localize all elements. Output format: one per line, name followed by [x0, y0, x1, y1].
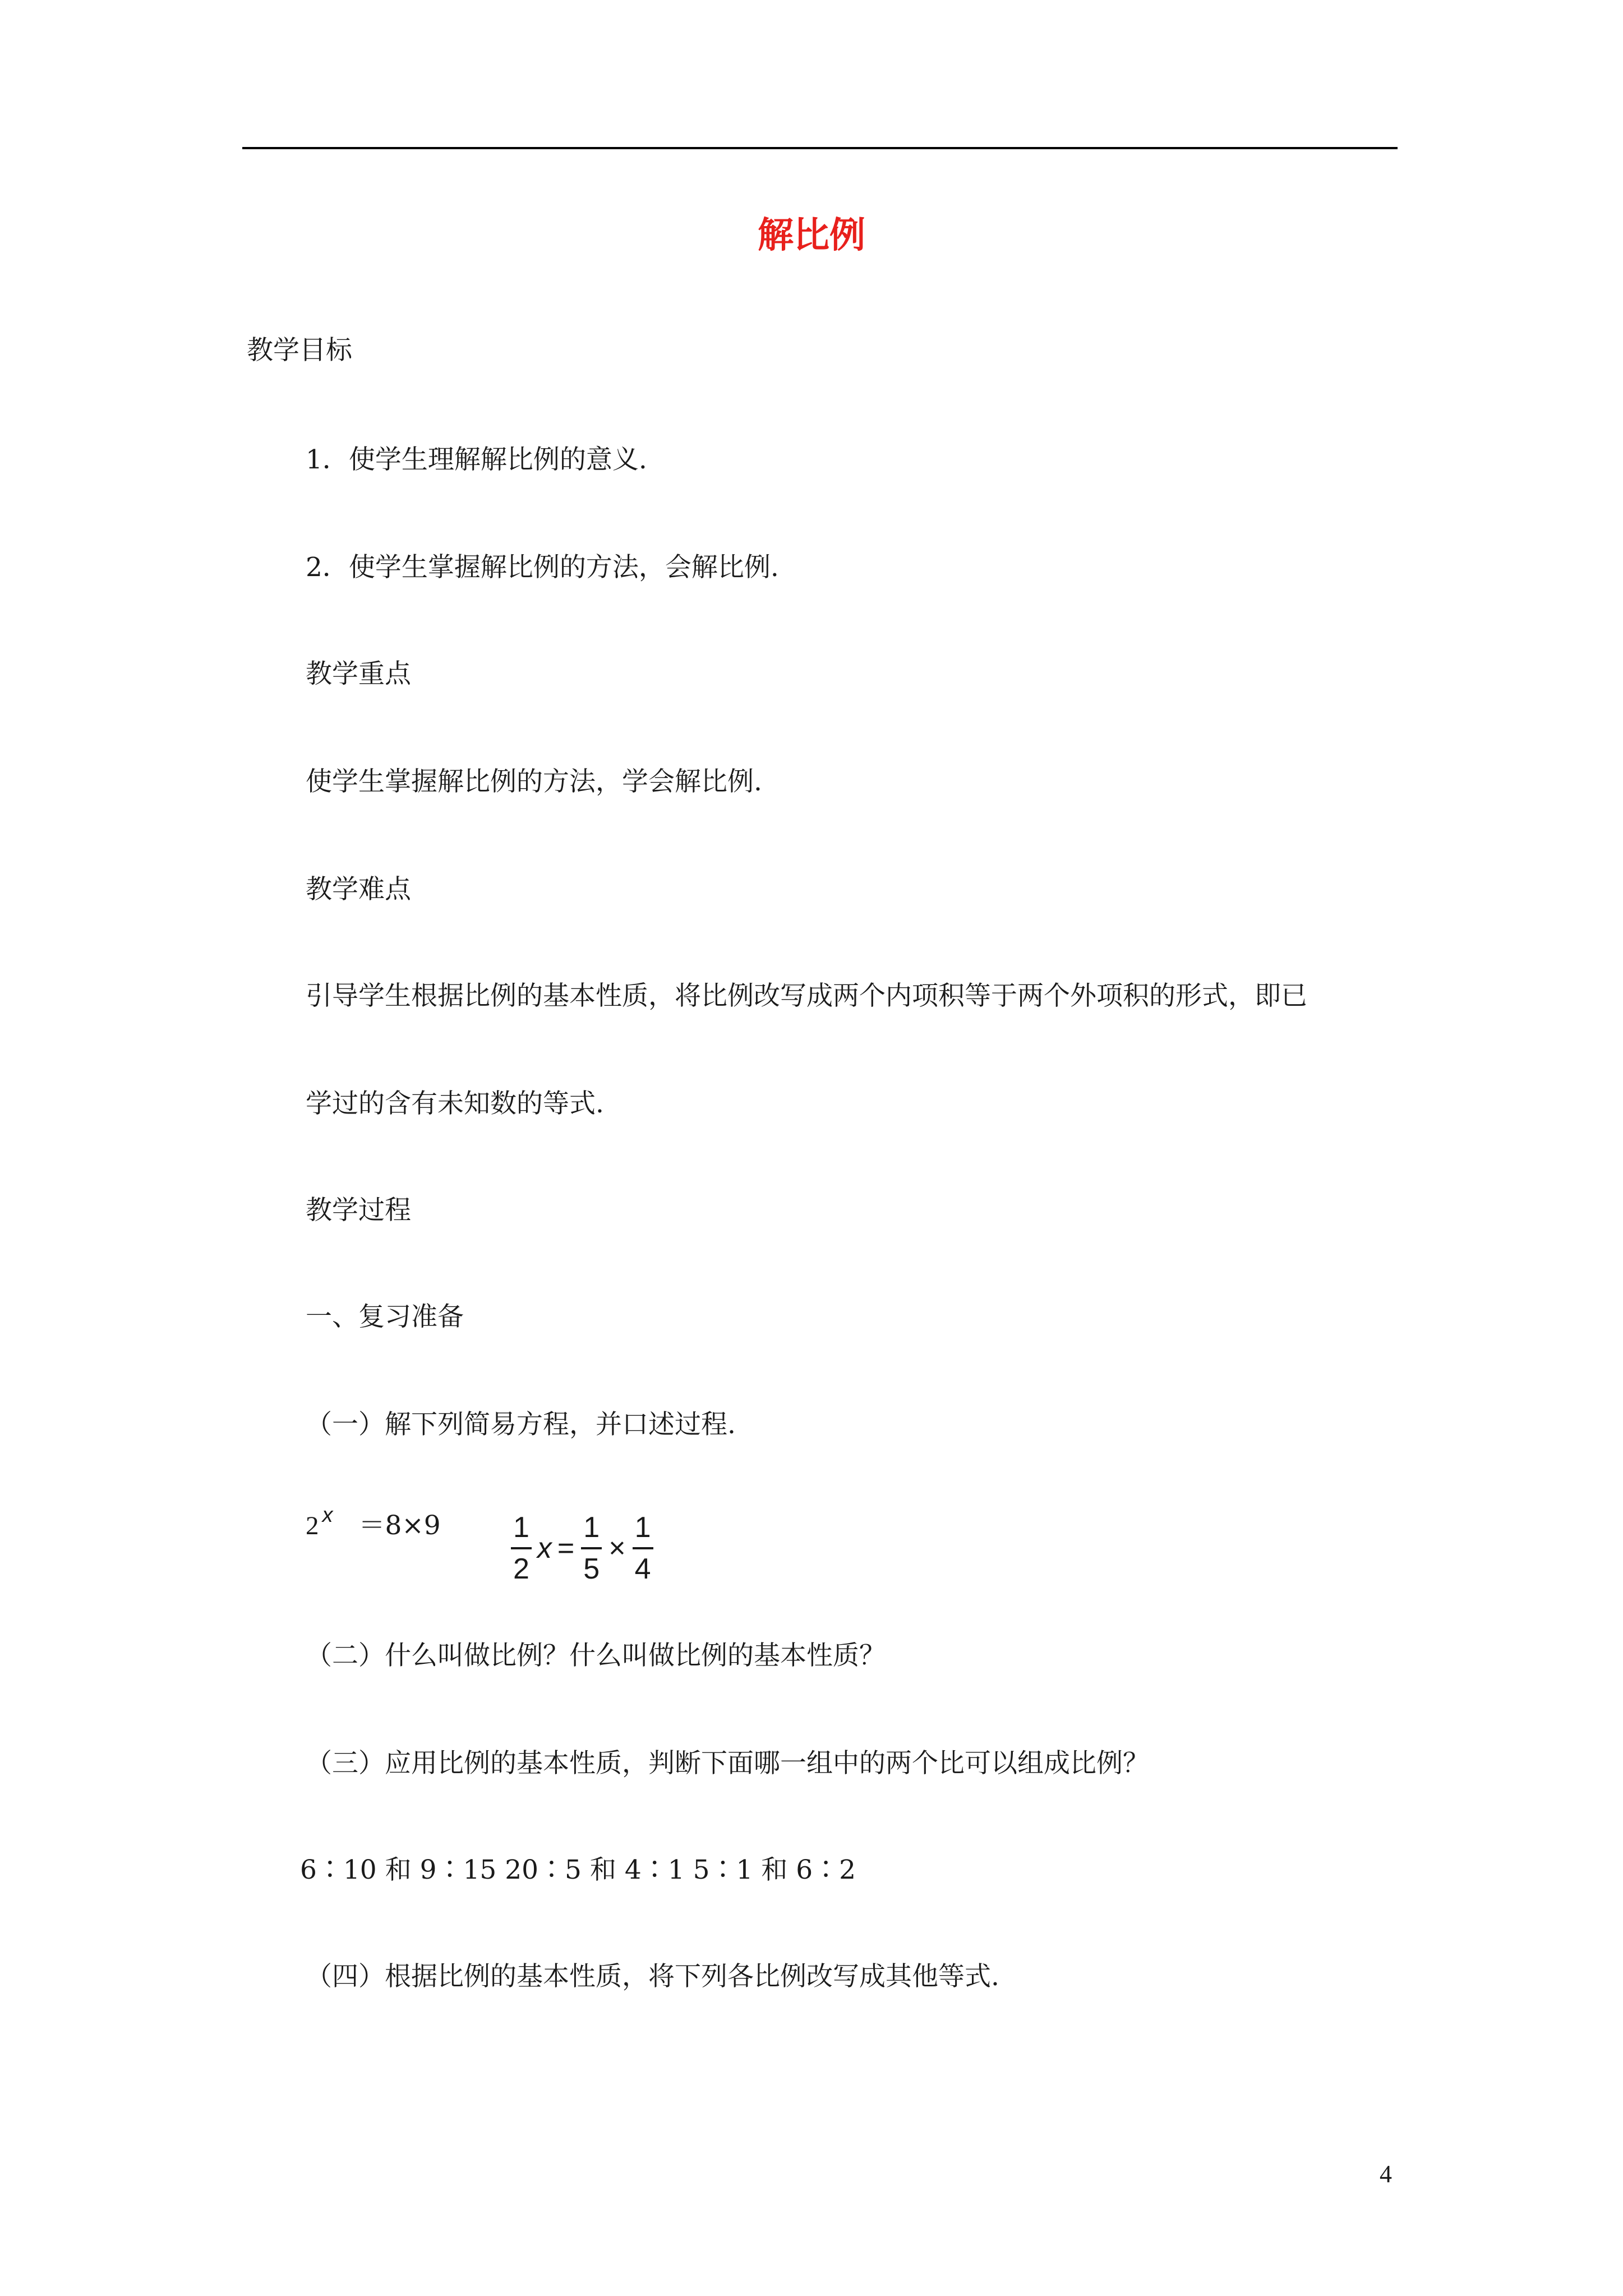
equation-2-variable: x: [537, 1532, 552, 1565]
fraction-numerator: 1: [583, 1511, 600, 1544]
fraction-one-half: [511, 1510, 532, 1586]
equals-sign: =: [557, 1532, 575, 1565]
page-title: 解比例: [758, 215, 865, 256]
review-item-3: （三）应用比例的基本性质，判断下面哪一组中的两个比可以组成比例？: [306, 1748, 1149, 1779]
difficulty-text-line-1: 引导学生根据比例的基本性质，将比例改写成两个内项积等于两个外项积的形式，即已: [306, 981, 1307, 1011]
fraction-one-fifth: [581, 1510, 602, 1586]
equation-1-coefficient: 2: [306, 1511, 319, 1540]
objectives-heading: 教学目标: [247, 335, 352, 366]
review-item-2: （二）什么叫做比例？什么叫做比例的基本性质？: [306, 1640, 886, 1671]
fraction-bar: [511, 1547, 532, 1549]
equation-2: [508, 1501, 657, 1596]
fraction-bar: [581, 1547, 602, 1549]
review-item-4: （四）根据比例的基本性质，将下列各比例改写成其他等式.: [306, 1961, 999, 1992]
equation-1: [306, 1503, 441, 1544]
fraction-numerator: 1: [634, 1511, 651, 1544]
review-item-1: （一）解下列简易方程，并口述过程.: [306, 1409, 736, 1440]
difficulty-heading: 教学难点: [306, 874, 411, 905]
section-review: 一、复习准备: [306, 1301, 464, 1332]
objective-1: 1．使学生理解解比例的意义.: [306, 444, 647, 475]
fraction-bar: [633, 1547, 653, 1549]
process-heading: 教学过程: [306, 1195, 411, 1226]
times-sign: ×: [608, 1532, 626, 1565]
fraction-denominator: 5: [583, 1553, 600, 1585]
page-number: 4: [1380, 2160, 1392, 2188]
fraction-denominator: 4: [634, 1553, 651, 1585]
fraction-numerator: 1: [513, 1511, 529, 1544]
fraction-one-quarter: [633, 1510, 653, 1586]
key-point-heading: 教学重点: [306, 659, 411, 689]
difficulty-text-line-2: 学过的含有未知数的等式.: [306, 1088, 604, 1119]
equation-1-rhs: ＝8×9: [358, 1510, 441, 1541]
key-point-text: 使学生掌握解比例的方法，学会解比例.: [306, 766, 762, 797]
equation-1-variable: x: [322, 1503, 333, 1527]
header-rule: [242, 147, 1398, 149]
fraction-denominator: 2: [513, 1553, 529, 1585]
objective-2: 2．使学生掌握解比例的方法，会解比例.: [306, 552, 779, 583]
ratio-groups: 6∶10 和 9∶15 20∶5 和 4∶1 5∶1 和 6∶2: [300, 1855, 856, 1885]
